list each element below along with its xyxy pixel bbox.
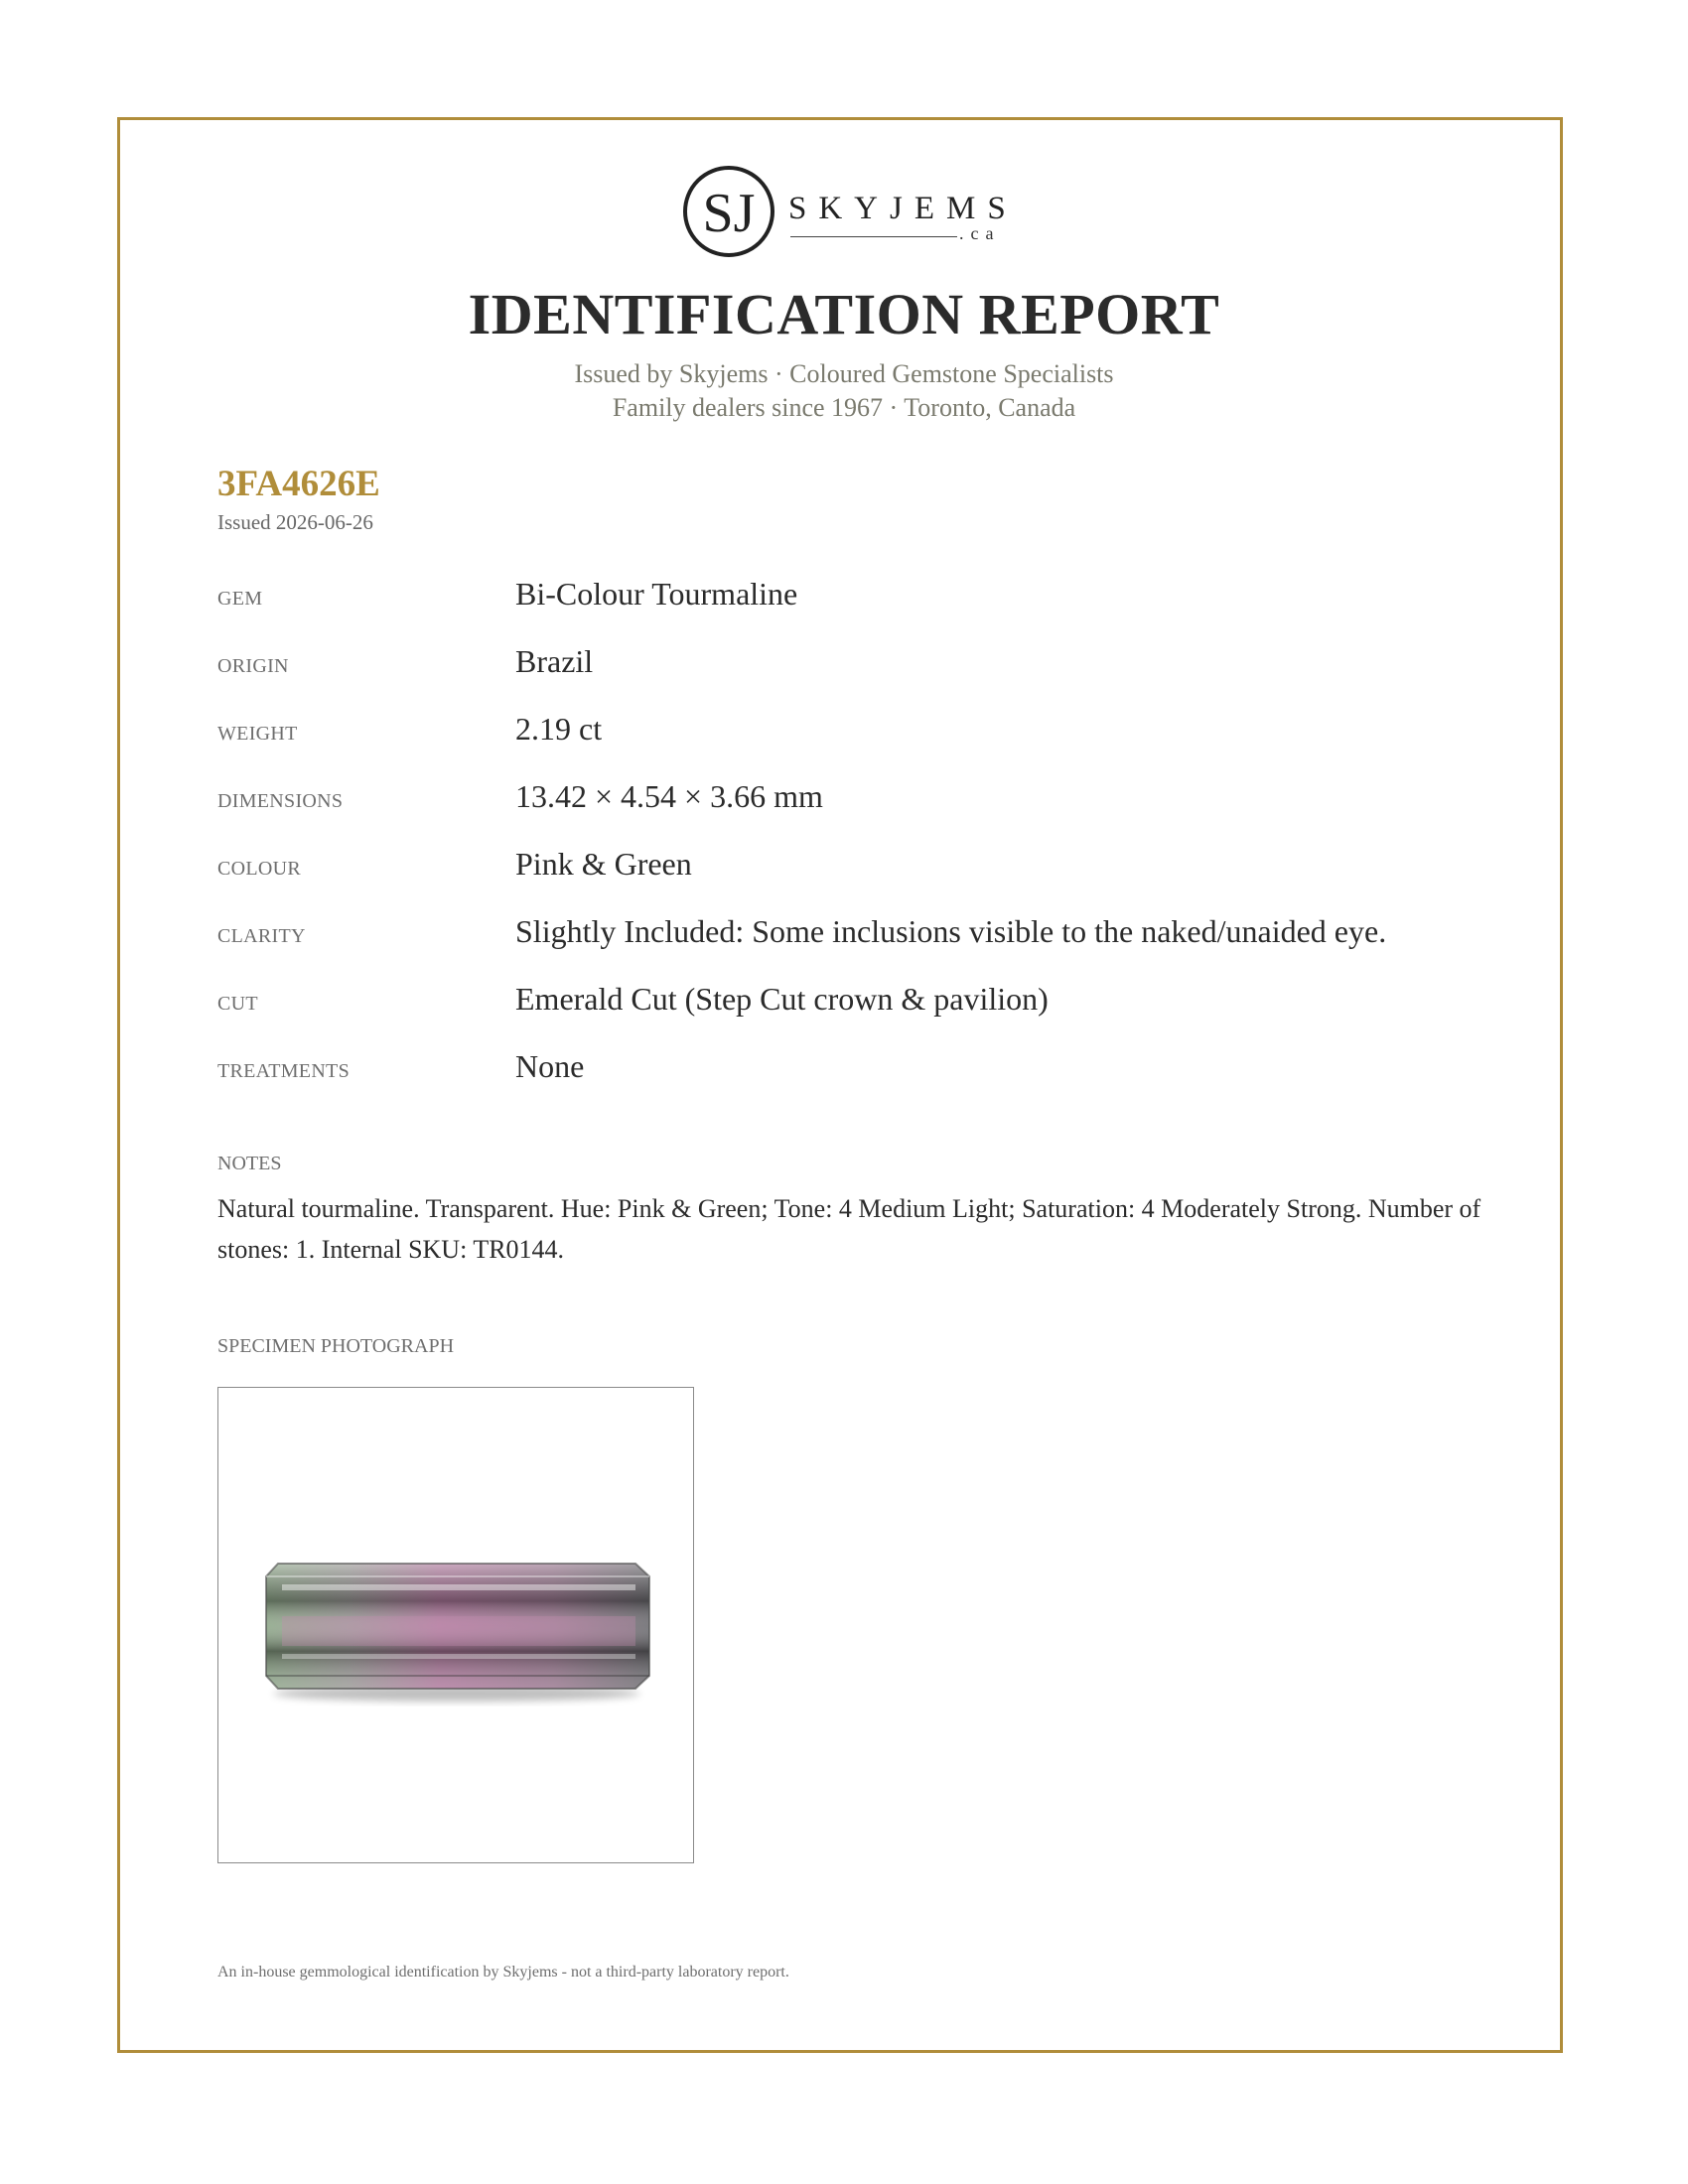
detail-value: Emerald Cut (Step Cut crown & pavilion) [515, 981, 1049, 1017]
report-title: IDENTIFICATION REPORT [468, 282, 1220, 346]
detail-row-gem [217, 576, 1508, 615]
detail-row-cut [217, 981, 1508, 1021]
detail-value: Bi-Colour Tourmaline [515, 576, 798, 612]
detail-label: COLOUR [217, 858, 302, 880]
detail-value: Brazil [515, 643, 594, 679]
sj-monogram-icon [683, 164, 782, 263]
detail-label: ORIGIN [217, 655, 289, 677]
detail-row-dimensions [217, 778, 1508, 818]
detail-label: TREATMENTS [217, 1060, 350, 1082]
detail-value: 13.42 × 4.54 × 3.66 mm [515, 778, 823, 814]
detail-value: None [515, 1048, 585, 1084]
detail-label: CUT [217, 993, 258, 1015]
logo-domain-suffix: .ca [959, 223, 1001, 243]
detail-label: CLARITY [217, 925, 306, 947]
detail-label: WEIGHT [217, 723, 298, 745]
detail-row-origin [217, 643, 1508, 683]
notes-heading: NOTES [217, 1153, 282, 1174]
detail-label: DIMENSIONS [217, 790, 344, 812]
issue-date: Issued 2026-06-26 [217, 510, 373, 534]
detail-row-weight [217, 711, 1508, 751]
skyjems-logo [683, 164, 1018, 263]
notes-text: Natural tourmaline. Transparent. Hue: Pink & Green; Tone: 4 Medium Light; Saturation: 4 Moderately Strong. Number of stones: 1. Internal SKU: TR0144. [217, 1194, 1481, 1264]
detail-row-treatments [217, 1048, 1508, 1088]
monogram-text: SJ [702, 183, 756, 244]
detail-row-clarity [217, 913, 1508, 953]
detail-value: Pink & Green [515, 846, 692, 882]
report-id: 3FA4626E [217, 464, 380, 504]
logo-rule [790, 236, 957, 237]
detail-row-colour [217, 846, 1508, 886]
disclaimer-footer: An in-house gemmological identification by Skyjems - not a third-party laboratory report. [217, 1964, 789, 1980]
dealer-line: Family dealers since 1967 · Toronto, Canada [612, 393, 1076, 422]
detail-value: Slightly Included: Some inclusions visible to the naked/unaided eye. [515, 913, 1387, 949]
tourmaline-gem-image [218, 1388, 695, 1864]
issuer-line: Issued by Skyjems · Coloured Gemstone Specialists [574, 359, 1114, 388]
photo-heading: SPECIMEN PHOTOGRAPH [217, 1335, 455, 1357]
detail-label: GEM [217, 588, 263, 610]
logo-wordmark: SKYJEMS [788, 191, 1018, 226]
detail-value: 2.19 ct [515, 711, 603, 747]
specimen-photo [217, 1387, 694, 1863]
